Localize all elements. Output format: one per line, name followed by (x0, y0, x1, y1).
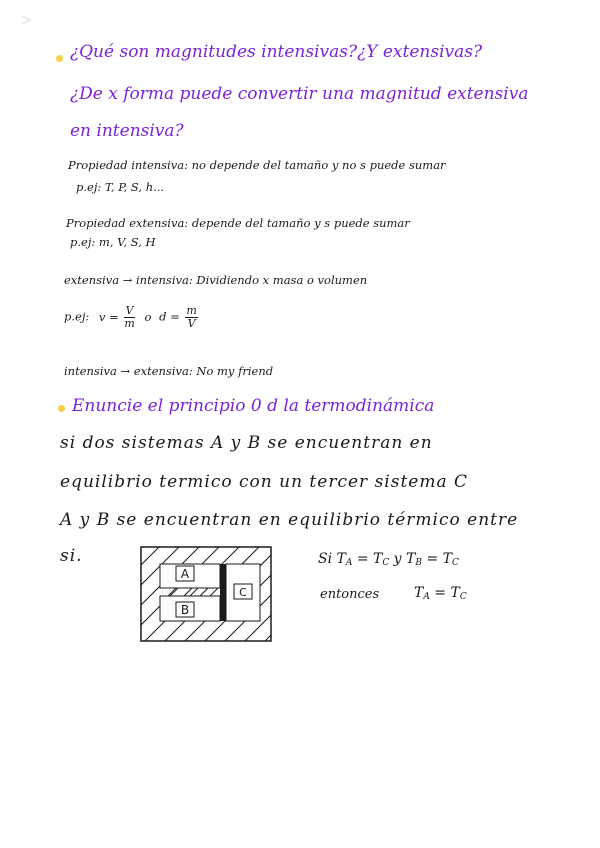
temp-a-symbol: T (336, 551, 346, 567)
formula-v-lhs: v = (98, 309, 119, 324)
formula-example (64, 305, 200, 330)
temp-b-symbol: T (406, 551, 416, 567)
extensive-label: Propiedad extensiva: (66, 216, 189, 230)
condition-si: Si (318, 551, 333, 567)
conversion-int-to-ext: intensiva → extensiva: No my friend (64, 364, 274, 378)
conversion-ext-to-int: extensiva → intensiva: Dividiendo x masa o volumen (64, 273, 368, 287)
extensive-text: depende del tamaño y s puede sumar (191, 216, 410, 230)
conclusion-temp-a-sub: A (423, 592, 430, 602)
fraction-v-over-m (124, 305, 134, 330)
page-corner-mark (20, 14, 32, 26)
condition-and: y (389, 551, 407, 567)
question1-line3: en intensiva? (70, 121, 184, 141)
conclusion-line (414, 585, 467, 602)
fraction-m-over-v (185, 305, 197, 330)
formula-separator: o (144, 309, 152, 324)
formula-d-lhs: d = (159, 309, 180, 324)
bullet-q2 (58, 405, 65, 412)
principle-line1: si dos sistemas A y B se encuentran en (60, 433, 433, 453)
temp-b-sub: B (415, 558, 423, 568)
fraction-v-denominator: m (124, 317, 135, 330)
formula-prefix: p.ej: (64, 309, 90, 324)
fraction-v-numerator: V (125, 304, 134, 317)
intensive-example: p.ej: T, P, S, h... (76, 180, 165, 194)
intensive-text: no depende del tamaño y no s puede sumar (191, 158, 446, 172)
fraction-m-numerator: m (186, 304, 197, 317)
question1-line2: ¿De x forma puede convertir una magnitud extensiva (70, 84, 529, 104)
conclusion-temp-a: T (414, 585, 424, 601)
diagram-label-b: B (180, 603, 190, 617)
intensive-definition (68, 158, 446, 172)
conclusion-temp-c-sub: C (459, 592, 467, 602)
extensive-definition (66, 216, 410, 230)
diagram-label-a: A (180, 567, 190, 581)
temp-a-sub: A (345, 558, 353, 568)
diagram-label-c: C (239, 586, 247, 599)
fraction-m-denominator: V (187, 317, 196, 330)
conclusion-equals: = T (429, 585, 460, 601)
intensive-label: Propiedad intensiva: (68, 158, 188, 172)
principle-line4: si. (60, 546, 83, 566)
question2-title: Enuncie el principio 0 d la termodinámica (72, 396, 435, 416)
equals-tc-2: = T (422, 551, 452, 567)
equals-tc-1: = T (352, 551, 383, 567)
thermal-equilibrium-diagram (140, 546, 272, 642)
temp-c-sub-2: C (451, 558, 459, 568)
conclusion-entonces: entonces (320, 587, 380, 602)
principle-line2: equilibrio termico con un tercer sistema C (60, 472, 469, 492)
question1-line1: ¿Qué son magnitudes intensivas?¿Y extensivas? (70, 42, 483, 62)
principle-line3: A y B se encuentran en equilibrio térmico entre (60, 510, 519, 530)
bullet-q1 (56, 55, 63, 62)
condition-line (318, 551, 459, 568)
temp-c-sub-1: C (382, 558, 390, 568)
extensive-example: p.ej: m, V, S, H (70, 235, 156, 249)
